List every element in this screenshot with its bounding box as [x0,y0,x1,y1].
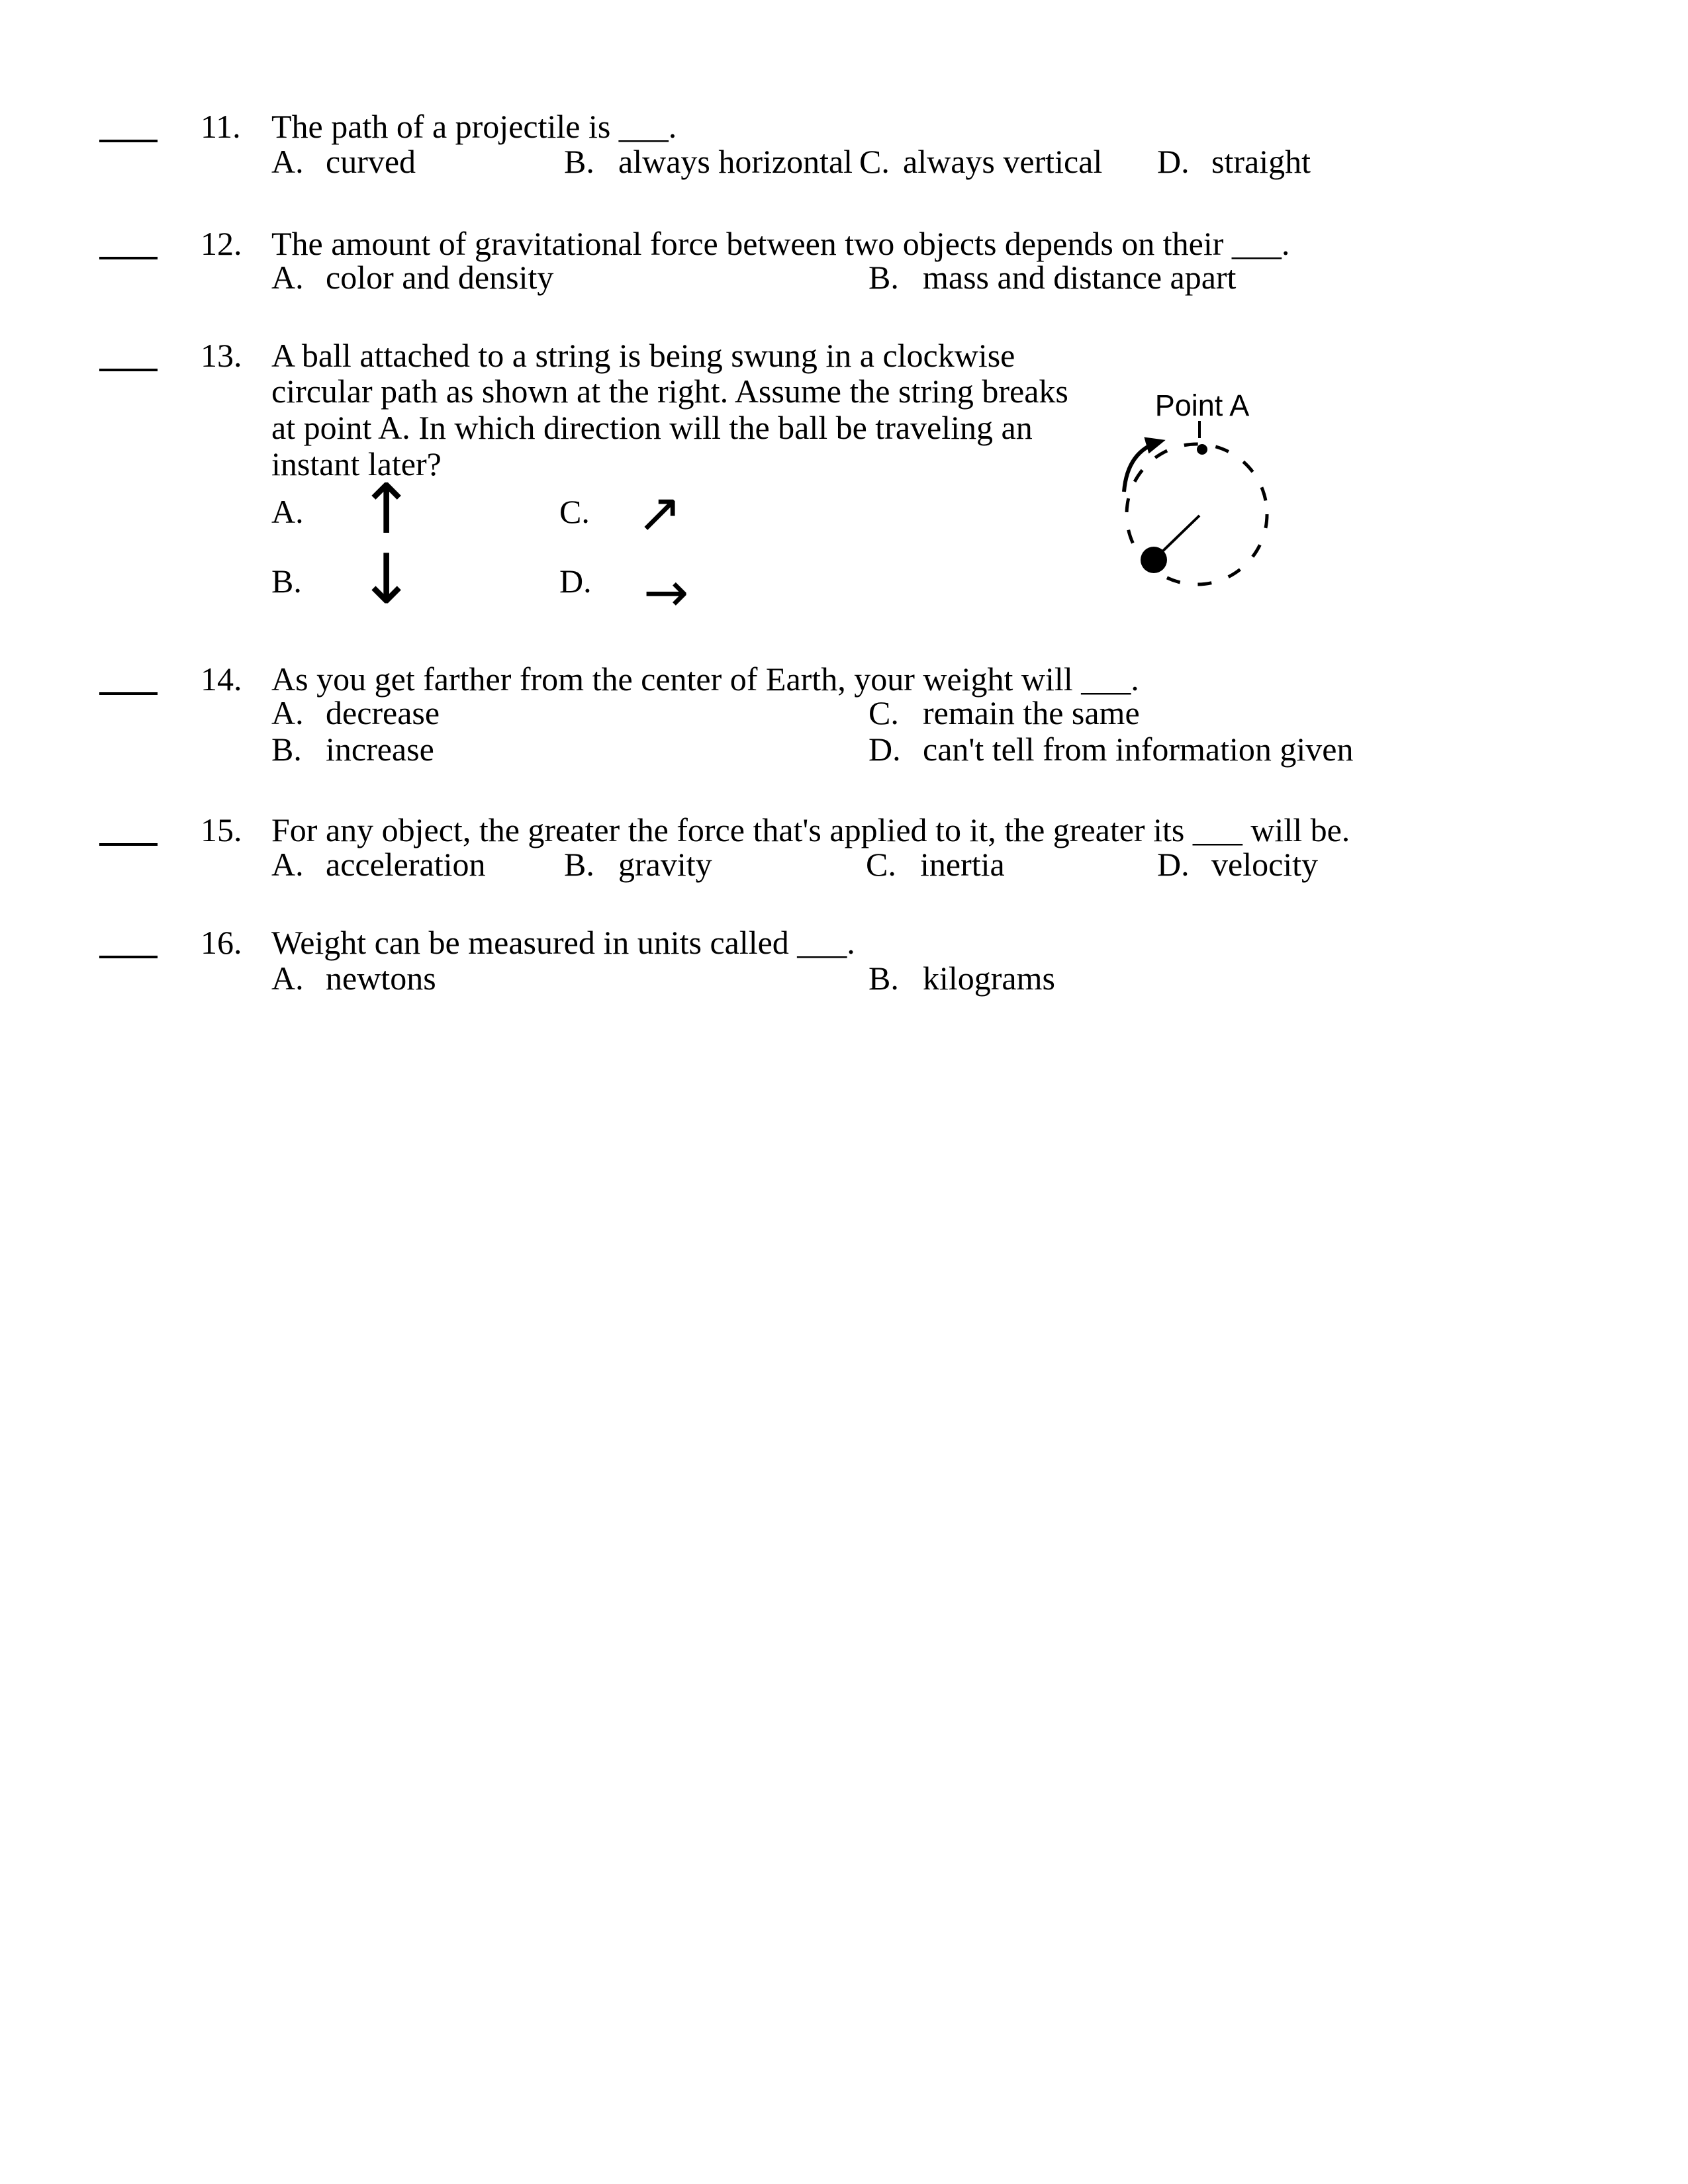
option-b [868,961,1055,996]
up-right-arrow-glyph: ↗ [637,482,682,545]
option-text: gravity [618,846,712,883]
option-text: acceleration [326,846,486,883]
option-text: inertia [920,846,1005,883]
option-b [564,847,712,882]
question-number: 13. [201,337,242,374]
question-text: The amount of gravitational force between two objects depends on their ___. [271,225,1290,262]
question-text-line-4: instant later? [271,445,442,482]
option-text: remain the same [923,694,1140,731]
option-c [868,696,1140,731]
answer-blank [99,109,158,142]
option-text: increase [326,731,434,768]
option-b-letter: B. [271,563,302,600]
option-letter: D. [1157,143,1190,180]
option-a [271,696,440,731]
option-text: kilograms [923,960,1055,997]
question-text: The path of a projectile is ___. [271,108,677,145]
string-line [1158,516,1199,555]
answer-blank [99,813,158,846]
option-letter: D. [868,731,901,768]
clockwise-direction-arrow [1124,441,1160,492]
option-letter: A. [271,960,304,997]
option-a [271,144,416,179]
option-text: mass and distance apart [923,259,1237,296]
point-a-label: Point A [1154,388,1250,422]
right-arrow-glyph: → [643,561,689,624]
question-number: 16. [201,924,242,961]
option-text: velocity [1211,846,1319,883]
option-letter: B. [868,960,899,997]
question-text-line-3: at point A. In which direction will the ball be traveling an [271,409,1033,446]
option-c [859,144,1102,179]
option-text: newtons [326,960,436,997]
answer-blank [99,925,158,958]
question-text: For any object, the greater the force that's applied to it, the greater its ___ will be. [271,811,1350,848]
option-text: straight [1211,143,1311,180]
option-text: curved [326,143,416,180]
up-arrow-glyph: ↑ [357,469,416,549]
answer-blank [99,226,158,259]
option-letter: B. [564,143,594,180]
option-letter: A. [271,143,304,180]
option-text: always horizontal [618,143,853,180]
question-number: 11. [201,108,241,145]
option-b [564,144,853,179]
down-arrow-glyph: ↓ [357,539,416,619]
option-letter: B. [564,846,594,883]
option-d [1157,847,1318,882]
option-a-letter: A. [271,493,304,530]
option-text: decrease [326,694,440,731]
ball [1141,547,1167,573]
option-letter: C. [868,694,899,731]
option-b [868,260,1236,295]
option-letter: A. [271,846,304,883]
option-b [271,732,434,767]
option-c-letter: C. [559,493,590,530]
question-text-line-2: circular path as shown at the right. Assume the string breaks [271,373,1068,410]
option-letter: D. [1157,846,1190,883]
question-number: 12. [201,225,242,262]
option-text: color and density [326,259,554,296]
option-letter: A. [271,694,304,731]
option-text: always vertical [903,143,1103,180]
option-d [868,732,1354,767]
answer-blank [99,662,158,695]
option-text: can't tell from information given [923,731,1354,768]
question-text-line-1: A ball attached to a string is being swung in a clockwise [271,337,1015,374]
option-a [271,847,485,882]
option-letter: C. [859,143,890,180]
question-text: Weight can be measured in units called ___. [271,924,855,961]
question-text: As you get farther from the center of Earth, your weight will ___. [271,660,1139,698]
option-c [866,847,1005,882]
option-letter: A. [271,259,304,296]
option-d [1157,144,1311,179]
option-d-letter: D. [559,563,592,600]
option-a [271,260,553,295]
question-number: 14. [201,660,242,698]
option-letter: B. [868,259,899,296]
option-letter: B. [271,731,302,768]
option-letter: C. [866,846,896,883]
option-a [271,961,436,996]
answer-blank [99,338,158,371]
question-number: 15. [201,811,242,848]
circular-path-diagram [1096,381,1294,592]
point-a-dot [1197,444,1207,455]
